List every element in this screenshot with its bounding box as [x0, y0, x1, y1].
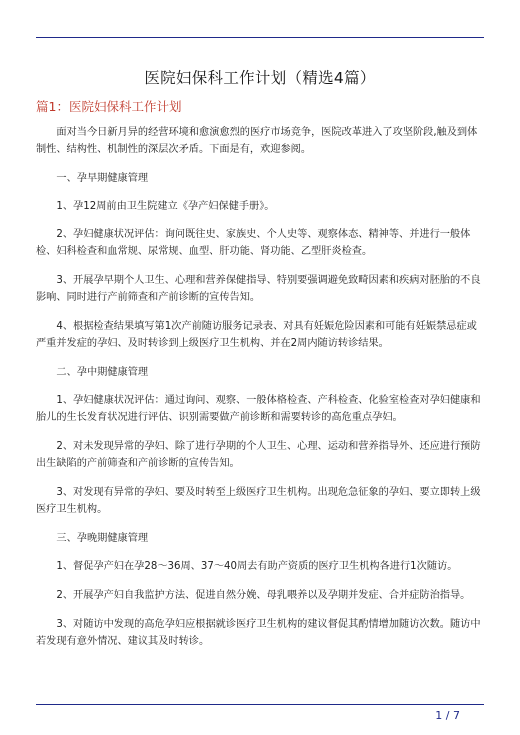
- list-item: 3、对发现有异常的孕妇、要及时转至上级医疗卫生机构。出现危急征象的孕妇、要立即转上级医疗卫生机构。: [36, 487, 481, 515]
- list-item: 2、开展孕产妇自我监护方法、促进自然分娩、母乳喂养以及孕期并发症、合并症防治指导。: [56, 590, 471, 601]
- intro-paragraph: 面对当今日新月异的经营环境和愈演愈烈的医疗市场竞争，医院改革进入了攻坚阶段,触及到体制性、结构性、机制性的深层次矛盾。下面是有，欢迎参阅。: [36, 127, 478, 155]
- subheading-late-pregnancy: 三、孕晚期健康管理: [56, 533, 149, 544]
- section-heading: 篇1：医院妇保科工作计划: [36, 99, 182, 114]
- page-number: 1 / 7: [435, 709, 460, 722]
- document-body: [36, 124, 486, 662]
- list-item: 3、开展孕早期个人卫生、心理和营养保健指导、特别要强调避免致畸因素和疾病对胚胎的不良影响、同时进行产前筛查和产前诊断的宣传告知。: [36, 275, 481, 303]
- subheading-early-pregnancy: 一、孕早期健康管理: [56, 173, 149, 184]
- document-title: 医院妇保科工作计划（精选4篇）: [144, 69, 376, 87]
- list-item: 1、督促孕产妇在孕28～36周、37～40周去有助产资质的医疗卫生机构各进行1次随访。: [56, 561, 458, 572]
- list-item: 4、根据检查结果填写第1次产前随访服务记录表、对具有妊娠危险因素和可能有妊娠禁忌症或严重并发症的孕妇、及时转诊到上级医疗卫生机构、并在2周内随访转诊结果。: [36, 321, 477, 349]
- subheading-mid-pregnancy: 二、孕中期健康管理: [56, 367, 149, 378]
- list-item: 2、对未发现异常的孕妇、除了进行孕期的个人卫生、心理、运动和营养指导外、还应进行预防出生缺陷的产前筛查和产前诊断的宣传告知。: [36, 441, 481, 469]
- list-item: 2、孕妇健康状况评估：询问既往史、家族史、个人史等、观察体态、精神等、并进行一般体检、妇科检查和血常规、尿常规、血型、肝功能、肾功能、乙型肝炎检查。: [36, 229, 471, 257]
- list-item: 1、孕妇健康状况评估：通过询问、观察、一般体格检查、产科检查、化验室检查对孕妇健康和胎儿的生长发育状况进行评估、识别需要做产前诊断和需要转诊的高危重点孕妇。: [36, 395, 481, 423]
- footer-rule: [36, 704, 484, 705]
- list-item: 1、孕12周前由卫生院建立《孕产妇保健手册》。: [56, 201, 275, 212]
- list-item: 3、对随访中发现的高危孕妇应根据就诊医疗卫生机构的建议督促其酌情增加随访次数。随访中若发现有意外情况、建议其及时转诊。: [36, 619, 481, 647]
- header-rule: [36, 37, 484, 38]
